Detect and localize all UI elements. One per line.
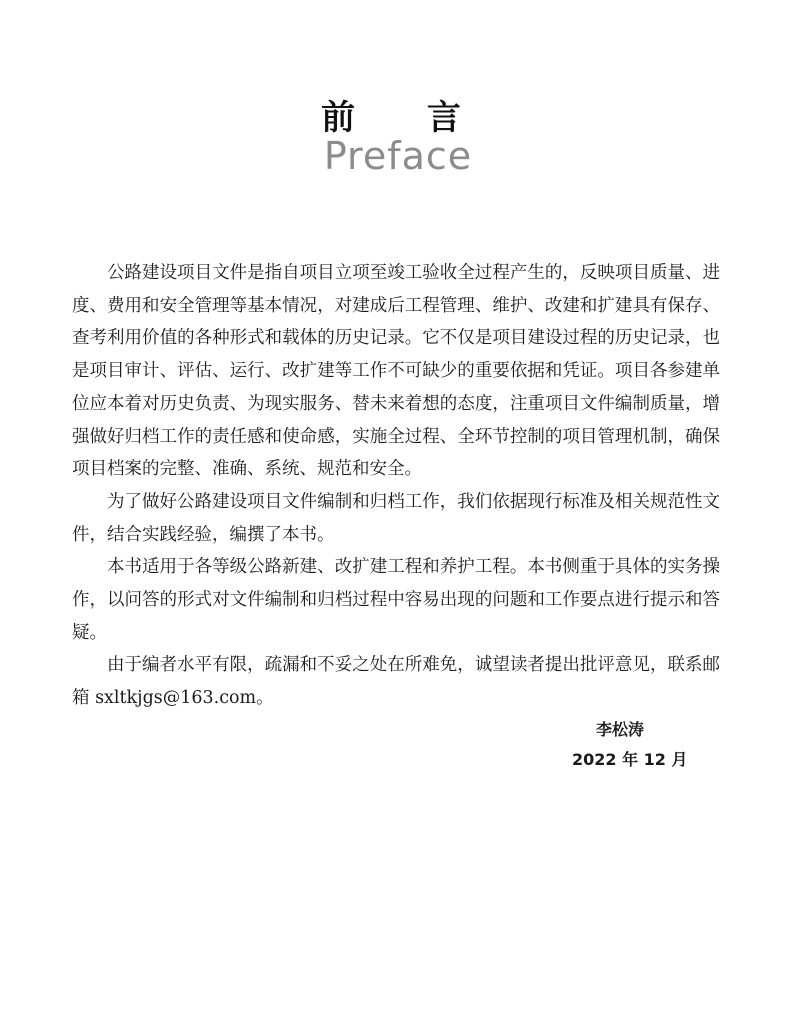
signature-block <box>520 715 720 775</box>
page-subtitle: Preface <box>323 134 473 178</box>
paragraph: 由于编者水平有限，疏漏和不妥之处在所难免，诚望读者提出批评意见，联系邮箱 sxltkjgs@163.com。 <box>72 655 720 709</box>
paragraph: 本书适用于各等级公路新建、改扩建工程和养护工程。本书侧重于具体的实务操作，以问答的形式对文件编制和归档过程中容易出现的问题和工作要点进行提示和答疑。 <box>72 557 720 643</box>
paragraph: 为了做好公路建设项目文件编制和归档工作，我们依据现行标准及相关规范性文件，结合实践经验，编撰了本书。 <box>72 491 720 545</box>
preface-body <box>72 257 720 715</box>
paragraph: 公路建设项目文件是指自项目立项至竣工验收全过程产生的，反映项目质量、进度、费用和安全管理等基本情况，对建成后工程管理、维护、改建和扩建具有保存、查考利用价值的各种形式和载体的历史记录。它不仅是项目建设过程的历史记录，也是项目审计、评估、运行、改扩建等工作不可缺少的重要依据和凭证。项目各参建单位应本着对历史负责、为现实服务、替未来着想的态度，注重项目文件编制质量，增强做好归档工作的责任感和使命感，实施全过程、全环节控制的项目管理机制，确保项目档案的完整、准确、系统、规范和安全。 <box>72 263 720 480</box>
author-name: 李松涛 <box>596 720 645 739</box>
signature-date: 2022 年 12 月 <box>572 750 688 769</box>
page-title: 前 言 <box>321 98 491 138</box>
